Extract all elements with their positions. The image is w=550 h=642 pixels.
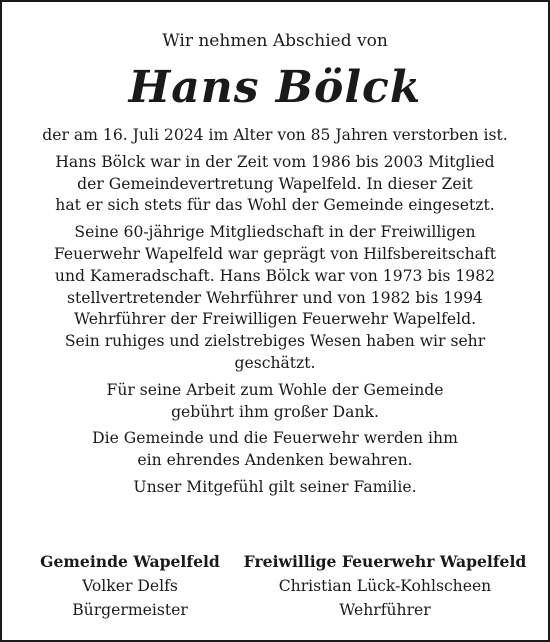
text-line: stellvertretender Wehrführer und von 1982 bis 1994	[67, 288, 483, 307]
signature-organization: Gemeinde Wapelfeld	[40, 552, 220, 571]
text-line: und Kameradschaft. Hans Bölck war von 1973 bis 1982	[54, 266, 496, 285]
condolence-paragraph	[12, 477, 538, 499]
text-line: Die Gemeinde und die Feuerwehr werden ihm	[92, 429, 458, 448]
text-line: Feuerwehr Wapelfeld war geprägt von Hilfsbereitschaft	[53, 244, 497, 263]
text-line: hat er sich stets für das Wohl der Gemeinde eingesetzt.	[55, 196, 495, 215]
text-line: Seine 60-jährige Mitgliedschaft in der Freiwilligen	[74, 223, 476, 242]
signature-fire-brigade	[240, 550, 530, 622]
text-line: gebührt ihm großer Dank.	[171, 402, 379, 421]
text-line: Unser Mitgefühl gilt seiner Familie.	[133, 477, 417, 496]
text-line: der Gemeindevertretung Wapelfeld. In dieser Zeit	[77, 174, 473, 193]
council-paragraph	[12, 152, 538, 217]
signature-block	[2, 550, 548, 622]
intro-line: Wir nehmen Abschied von	[162, 31, 388, 51]
gratitude-paragraph	[12, 380, 538, 424]
text-line: der am 16. Juli 2024 im Alter von 85 Jahren verstorben ist.	[42, 126, 508, 144]
remembrance-paragraph	[12, 428, 538, 472]
text-line: ein ehrendes Andenken bewahren.	[137, 451, 413, 470]
signature-municipality	[20, 550, 240, 622]
signature-role: Wehrführer	[339, 601, 431, 619]
text-line: geschätzt.	[234, 353, 316, 372]
signature-organization: Freiwillige Feuerwehr Wapelfeld	[243, 552, 527, 571]
text-line: Hans Bölck war in der Zeit vom 1986 bis 2003 Mitglied	[55, 152, 495, 171]
obituary-body	[12, 125, 538, 504]
signature-name: Christian Lück-Kohlscheen	[278, 577, 492, 595]
signature-name: Volker Delfs	[82, 577, 178, 595]
signature-role: Bürgermeister	[72, 601, 188, 619]
text-line: Sein ruhiges und zielstrebiges Wesen haben wir sehr	[64, 332, 486, 351]
death-date-paragraph	[12, 125, 538, 147]
text-line: Für seine Arbeit zum Wohle der Gemeinde	[106, 380, 444, 399]
text-line: Wehrführer der Freiwilligen Feuerwehr Wapelfeld.	[73, 310, 477, 329]
fire-brigade-paragraph	[12, 222, 538, 375]
deceased-name: Hans Bölck	[128, 62, 422, 113]
